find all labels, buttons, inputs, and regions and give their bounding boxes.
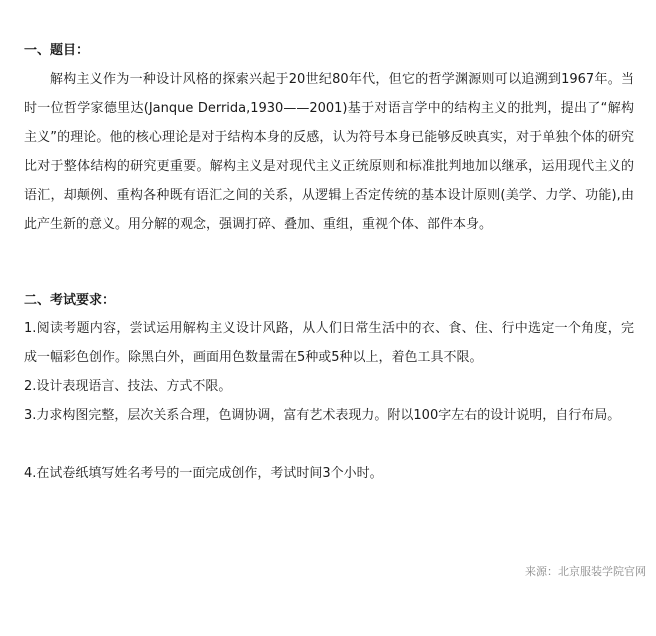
topic-paragraph: 解构主义作为一种设计风格的探索兴起于20世纪80年代，但它的哲学渊源则可以追溯到1967年。当时一位哲学家德里达(Janque Derrida,1930——2001)基于对语言学中的结构主义的批判，提出了“解构主义”的理论。他的核心理论是对于结构本身的反感，认为符号本身已能够反映真实，对于单独个体的研究比对于整体结构的研究更重要。解构主义是对现代主义正统原则和标准批判地加以继承，运用现代主义的语汇，却颠例、重构各种既有语汇之间的关系，从逻辑上否定传统的基本设计原则(美学、力学、功能),由此产生新的意义。用分解的观念，强调打碎、叠加、重组，重视个体、部件本身。 [24, 72, 634, 232]
requirement-item-4: 4.在试卷纸填写姓名考号的一面完成创作，考试时间3个小时。 [24, 466, 383, 481]
requirement-item-2: 2.设计表现语言、技法、方式不限。 [24, 379, 232, 394]
requirement-item-1: 1.阅读考题内容，尝试运用解构主义设计风路，从人们日常生活中的衣、食、住、行中选定一个角度，完成一幅彩色创作。除黑白外，画面用色数量需在5种或5种以上，着色工具不限。 [24, 321, 634, 365]
source-caption: 来源：北京服装学院官网 [525, 565, 646, 578]
section-title-requirements: 二、考试要求： [24, 293, 116, 308]
section-title-topic: 一、题目： [24, 43, 90, 58]
requirement-item-3: 3.力求构图完整，层次关系合理，色调协调，富有艺术表现力。附以100字左右的设计说明，自行布局。 [24, 408, 621, 423]
